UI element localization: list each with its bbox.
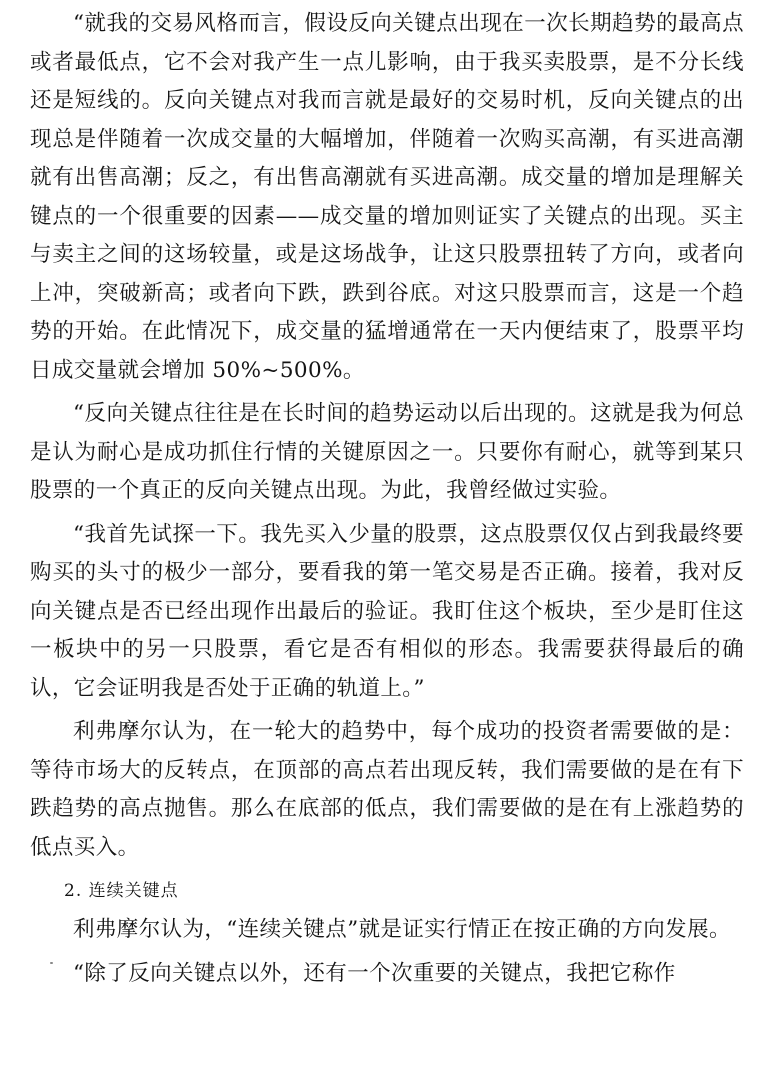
paragraph-patience: “反向关键点往往是在长时间的趋势运动以后出现的。这就是我为何总是认为耐心是成功抓住行情的关键原因之一。只要你有耐心，就等到某只股票的一个真正的反向关键点出现。为此，我曾经做过实验。 bbox=[30, 401, 744, 503]
paragraph-reversal-pivot-volume: “就我的交易风格而言，假设反向关键点出现在一次长期趋势的最高点或者最低点，它不会对我产生一点儿影响，由于我买卖股票，是不分长线还是短线的。反向关键点对我而言就是最好的交易时机，反向关键点的出现总是伴随着一次成交量的大幅增加，伴随着一次购买高潮，有买进高潮就有出售高潮；反之，有出售高潮就有买进高潮。成交量的增加是理解关键点的一个很重要的因素——成交量的增加则证实了关键点的出现。买主与卖主之间的这场较量，或是这场战争，让这只股票扭转了方向，或者向上冲，突破新高；或者向下跌，跌到谷底。对这只股票而言，这是一个趋势的开始。在此情况下，成交量的猛增通常在一天内便结束了，股票平均日成交量就会增加 50%~500%。 bbox=[30, 11, 744, 383]
paragraph-secondary-pivot: “除了反向关键点以外，还有一个次重要的关键点，我把它称作 bbox=[73, 960, 676, 986]
scan-speck bbox=[50, 962, 53, 964]
section-heading: 2. 连续关键点 bbox=[64, 881, 179, 901]
paragraph-testing-position: “我首先试探一下。我先买入少量的股票，这点股票仅仅占到我最终要购买的头寸的极少一部分，要看我的第一笔交易是否正确。接着，我对反向关键点是否已经出现作出最后的验证。我盯住这个板块，至少是盯住这一板块中的另一只股票，看它是否有相似的形态。我需要获得最后的确认，它会证明我是否处于正确的轨道上。” bbox=[30, 521, 744, 701]
paragraph-continuation-pivot: 利弗摩尔认为，“连续关键点”就是证实行情正在按正确的方向发展。 bbox=[73, 917, 731, 942]
paragraph-trend-reversal: 利弗摩尔认为，在一轮大的趋势中，每个成功的投资者需要做的是：等待市场大的反转点，在顶部的高点若出现反转，我们需要做的是在有下跌趋势的高点抛售。那么在底部的低点，我们需要做的是在有上涨趋势的低点买入。 bbox=[30, 719, 744, 860]
